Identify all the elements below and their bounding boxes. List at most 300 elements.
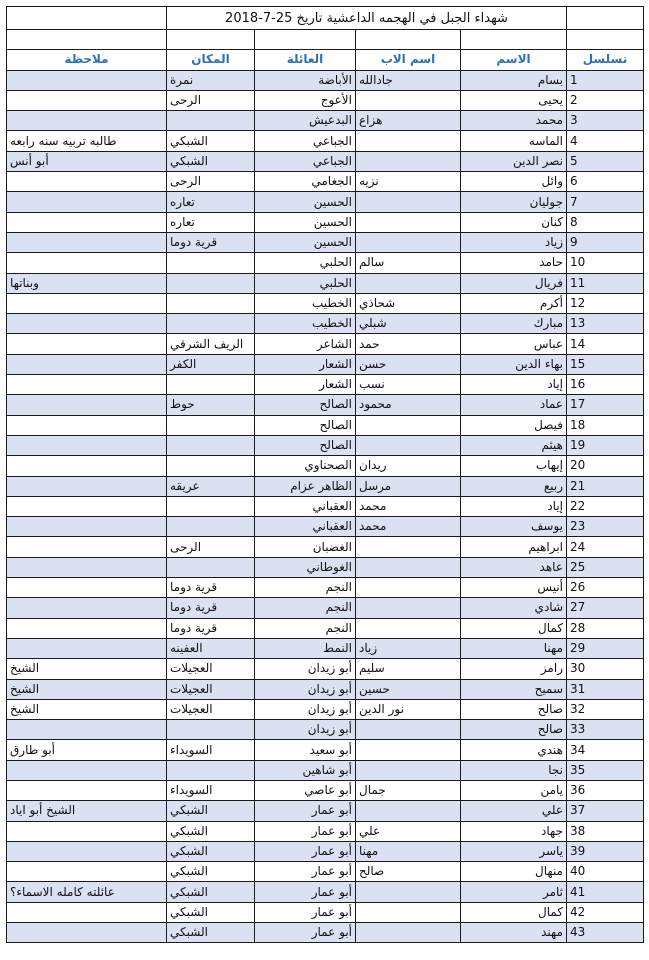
- table-row: [7, 435, 644, 455]
- cell-name: ربيع: [461, 476, 567, 496]
- cell-family: الشعار: [255, 354, 356, 374]
- table-row: [7, 557, 644, 577]
- blank-cell: [567, 30, 644, 50]
- cell-family: أبو زيدان: [255, 659, 356, 679]
- cell-seq: 11: [567, 273, 644, 293]
- cell-note: [7, 598, 167, 618]
- cell-name: كمال: [461, 902, 567, 922]
- cell-father-name: [356, 131, 461, 151]
- cell-name: عباس: [461, 334, 567, 354]
- cell-family: النجم: [255, 578, 356, 598]
- table-row: [7, 659, 644, 679]
- cell-family: الخطيب: [255, 293, 356, 313]
- cell-place: [167, 111, 255, 131]
- cell-place: الريف الشرقي: [167, 334, 255, 354]
- cell-note: عائلته كامله الاسماء؟: [7, 882, 167, 902]
- cell-name: صالح: [461, 699, 567, 719]
- cell-name: مهنا: [461, 638, 567, 658]
- cell-name: إياد: [461, 375, 567, 395]
- cell-father-name: [356, 212, 461, 232]
- cell-seq: 12: [567, 293, 644, 313]
- table-body: [7, 7, 644, 943]
- cell-place: [167, 253, 255, 273]
- martyrs-table: [6, 6, 644, 943]
- cell-father-name: شحاذي: [356, 293, 461, 313]
- cell-note: [7, 618, 167, 638]
- cell-name: كنان: [461, 212, 567, 232]
- cell-family: أبو عمار: [255, 902, 356, 922]
- table-row: [7, 902, 644, 922]
- cell-father-name: [356, 537, 461, 557]
- cell-father-name: مرسل: [356, 476, 461, 496]
- cell-place: الشبكي: [167, 882, 255, 902]
- cell-name: فيصل: [461, 415, 567, 435]
- cell-place: [167, 496, 255, 516]
- cell-place: الرحى: [167, 537, 255, 557]
- cell-seq: 17: [567, 395, 644, 415]
- cell-family: أبو زيدان: [255, 699, 356, 719]
- cell-father-name: [356, 760, 461, 780]
- table-row: [7, 253, 644, 273]
- blank-cell: [255, 30, 356, 50]
- cell-place: [167, 456, 255, 476]
- cell-seq: 30: [567, 659, 644, 679]
- cell-father-name: صالح: [356, 862, 461, 882]
- cell-name: فريال: [461, 273, 567, 293]
- cell-note: [7, 232, 167, 252]
- table-row: [7, 151, 644, 171]
- cell-note: [7, 821, 167, 841]
- table-row: [7, 90, 644, 110]
- table-row: [7, 232, 644, 252]
- cell-father-name: [356, 882, 461, 902]
- cell-name: زياد: [461, 232, 567, 252]
- cell-father-name: مهنا: [356, 841, 461, 861]
- table-row: [7, 496, 644, 516]
- cell-note: الشيخ: [7, 679, 167, 699]
- cell-family: أبو زيدان: [255, 720, 356, 740]
- cell-note: [7, 760, 167, 780]
- cell-family: أبو عمار: [255, 882, 356, 902]
- cell-family: العقباني: [255, 517, 356, 537]
- cell-name: مهند: [461, 923, 567, 943]
- cell-family: الصالح: [255, 435, 356, 455]
- cell-place: العجيلات: [167, 699, 255, 719]
- cell-father-name: [356, 232, 461, 252]
- cell-seq: 43: [567, 923, 644, 943]
- cell-father-name: محمد: [356, 496, 461, 516]
- cell-family: البدعيش: [255, 111, 356, 131]
- cell-place: قرية دوما: [167, 618, 255, 638]
- cell-note: [7, 415, 167, 435]
- cell-note: [7, 496, 167, 516]
- table-row: [7, 334, 644, 354]
- cell-family: النمط: [255, 638, 356, 658]
- table-row: [7, 780, 644, 800]
- header-row: [7, 50, 644, 70]
- cell-note: [7, 557, 167, 577]
- cell-father-name: [356, 435, 461, 455]
- cell-family: الغوطاني: [255, 557, 356, 577]
- cell-father-name: [356, 578, 461, 598]
- cell-seq: 7: [567, 192, 644, 212]
- cell-father-name: نزيه: [356, 172, 461, 192]
- table-row: [7, 882, 644, 902]
- table-row: [7, 131, 644, 151]
- cell-seq: 29: [567, 638, 644, 658]
- cell-note: الشيخ: [7, 659, 167, 679]
- cell-note: [7, 720, 167, 740]
- cell-seq: 10: [567, 253, 644, 273]
- cell-note: [7, 435, 167, 455]
- cell-family: الصالح: [255, 395, 356, 415]
- cell-name: صالح: [461, 720, 567, 740]
- cell-name: هندي: [461, 740, 567, 760]
- cell-name: جهاد: [461, 821, 567, 841]
- cell-place: الرحى: [167, 172, 255, 192]
- table-row: [7, 293, 644, 313]
- cell-father-name: [356, 923, 461, 943]
- cell-place: السويداء: [167, 740, 255, 760]
- cell-seq: 34: [567, 740, 644, 760]
- cell-seq: 26: [567, 578, 644, 598]
- cell-place: [167, 415, 255, 435]
- cell-name: كمال: [461, 618, 567, 638]
- cell-name: مبارك: [461, 314, 567, 334]
- cell-name: يامن: [461, 780, 567, 800]
- cell-place: الكفر: [167, 354, 255, 374]
- cell-family: الخطيب: [255, 314, 356, 334]
- table-row: [7, 314, 644, 334]
- cell-seq: 6: [567, 172, 644, 192]
- cell-note: [7, 476, 167, 496]
- cell-place: السويداء: [167, 780, 255, 800]
- cell-father-name: حمد: [356, 334, 461, 354]
- cell-seq: 28: [567, 618, 644, 638]
- cell-name: بهاء الدين: [461, 354, 567, 374]
- cell-place: [167, 435, 255, 455]
- cell-seq: 38: [567, 821, 644, 841]
- cell-family: أبو سعيد: [255, 740, 356, 760]
- blank-cell: [356, 30, 461, 50]
- cell-name: إياد: [461, 496, 567, 516]
- cell-name: منهال: [461, 862, 567, 882]
- cell-seq: 16: [567, 375, 644, 395]
- cell-note: [7, 354, 167, 374]
- cell-seq: 21: [567, 476, 644, 496]
- cell-father-name: [356, 151, 461, 171]
- cell-note: [7, 456, 167, 476]
- cell-name: جوليان: [461, 192, 567, 212]
- cell-place: الشبكي: [167, 151, 255, 171]
- cell-father-name: جمال: [356, 780, 461, 800]
- table-row: [7, 862, 644, 882]
- cell-seq: 8: [567, 212, 644, 232]
- header-note: ملاحظة: [7, 50, 167, 70]
- cell-name: عاهد: [461, 557, 567, 577]
- table-row: [7, 70, 644, 90]
- cell-note: [7, 314, 167, 334]
- cell-seq: 35: [567, 760, 644, 780]
- sheet-title: شهداء الجبل في الهجمه الداعشية تاريخ 25-7-2018: [167, 7, 567, 30]
- cell-family: النجم: [255, 618, 356, 638]
- cell-father-name: جادالله: [356, 70, 461, 90]
- cell-family: الظاهر عزام: [255, 476, 356, 496]
- cell-place: العجيلات: [167, 679, 255, 699]
- cell-note: [7, 212, 167, 232]
- table-row: [7, 598, 644, 618]
- table-row: [7, 354, 644, 374]
- cell-seq: 40: [567, 862, 644, 882]
- table-row: [7, 456, 644, 476]
- cell-place: تعاره: [167, 192, 255, 212]
- table-row: [7, 375, 644, 395]
- cell-seq: 41: [567, 882, 644, 902]
- cell-father-name: [356, 740, 461, 760]
- cell-family: الجباعي: [255, 151, 356, 171]
- header-family: العائلة: [255, 50, 356, 70]
- table-row: [7, 760, 644, 780]
- cell-seq: 3: [567, 111, 644, 131]
- cell-father-name: سليم: [356, 659, 461, 679]
- blank-row: [7, 30, 644, 50]
- cell-seq: 25: [567, 557, 644, 577]
- cell-place: [167, 720, 255, 740]
- cell-place: [167, 375, 255, 395]
- cell-place: [167, 517, 255, 537]
- cell-father-name: [356, 618, 461, 638]
- cell-father-name: [356, 192, 461, 212]
- cell-place: تعاره: [167, 212, 255, 232]
- table-row: [7, 192, 644, 212]
- cell-father-name: هزاع: [356, 111, 461, 131]
- cell-place: قرية دوما: [167, 578, 255, 598]
- table-row: [7, 801, 644, 821]
- cell-family: الصحناوي: [255, 456, 356, 476]
- cell-father-name: زياد: [356, 638, 461, 658]
- table-row: [7, 395, 644, 415]
- cell-note: أبو طارق: [7, 740, 167, 760]
- table-row: [7, 273, 644, 293]
- table-row: [7, 212, 644, 232]
- table-row: [7, 172, 644, 192]
- cell-father-name: حسن: [356, 354, 461, 374]
- cell-name: رامز: [461, 659, 567, 679]
- cell-name: نجا: [461, 760, 567, 780]
- cell-place: [167, 273, 255, 293]
- cell-family: الجغامي: [255, 172, 356, 192]
- cell-place: [167, 557, 255, 577]
- cell-note: [7, 537, 167, 557]
- table-row: [7, 699, 644, 719]
- table-row: [7, 638, 644, 658]
- cell-note: [7, 923, 167, 943]
- cell-place: الرحى: [167, 90, 255, 110]
- cell-family: العقباني: [255, 496, 356, 516]
- cell-family: أبو زيدان: [255, 679, 356, 699]
- cell-family: الحسين: [255, 212, 356, 232]
- cell-family: الحلبي: [255, 273, 356, 293]
- cell-father-name: نسب: [356, 375, 461, 395]
- cell-family: الجباعي: [255, 131, 356, 151]
- cell-father-name: شبلي: [356, 314, 461, 334]
- cell-note: طالبه تربيه سنه رابعه: [7, 131, 167, 151]
- cell-seq: 27: [567, 598, 644, 618]
- cell-father-name: [356, 273, 461, 293]
- cell-name: إيهاب: [461, 456, 567, 476]
- cell-note: [7, 841, 167, 861]
- cell-note: [7, 780, 167, 800]
- cell-seq: 15: [567, 354, 644, 374]
- cell-seq: 24: [567, 537, 644, 557]
- cell-seq: 18: [567, 415, 644, 435]
- table-row: [7, 679, 644, 699]
- cell-place: [167, 760, 255, 780]
- cell-note: [7, 334, 167, 354]
- cell-note: [7, 172, 167, 192]
- header-father: اسم الاب: [356, 50, 461, 70]
- cell-place: قرية دوما: [167, 598, 255, 618]
- cell-family: أبو عمار: [255, 923, 356, 943]
- cell-name: هيثم: [461, 435, 567, 455]
- cell-seq: 36: [567, 780, 644, 800]
- cell-note: وبناتها: [7, 273, 167, 293]
- cell-place: الشبكي: [167, 902, 255, 922]
- cell-name: نصر الدين: [461, 151, 567, 171]
- cell-father-name: سالم: [356, 253, 461, 273]
- cell-note: [7, 111, 167, 131]
- cell-seq: 1: [567, 70, 644, 90]
- cell-father-name: [356, 598, 461, 618]
- cell-note: [7, 375, 167, 395]
- table-row: [7, 111, 644, 131]
- cell-seq: 23: [567, 517, 644, 537]
- cell-seq: 19: [567, 435, 644, 455]
- cell-seq: 5: [567, 151, 644, 171]
- cell-place: [167, 293, 255, 313]
- cell-name: بسام: [461, 70, 567, 90]
- header-name: الاسم: [461, 50, 567, 70]
- cell-father-name: ريدان: [356, 456, 461, 476]
- table-row: [7, 923, 644, 943]
- cell-place: الشبكي: [167, 801, 255, 821]
- cell-name: وائل: [461, 172, 567, 192]
- cell-seq: 22: [567, 496, 644, 516]
- cell-place: حوط: [167, 395, 255, 415]
- table-row: [7, 740, 644, 760]
- title-row: [7, 7, 644, 30]
- cell-father-name: حسين: [356, 679, 461, 699]
- cell-seq: 39: [567, 841, 644, 861]
- title-empty-cell: [7, 7, 167, 30]
- cell-name: الماسه: [461, 131, 567, 151]
- cell-name: سميح: [461, 679, 567, 699]
- cell-place: [167, 314, 255, 334]
- table-row: [7, 415, 644, 435]
- cell-family: أبو شاهين: [255, 760, 356, 780]
- cell-father-name: علي: [356, 821, 461, 841]
- cell-family: أبو عمار: [255, 801, 356, 821]
- cell-seq: 31: [567, 679, 644, 699]
- cell-name: يحيى: [461, 90, 567, 110]
- cell-place: العفينه: [167, 638, 255, 658]
- cell-place: الشبكي: [167, 131, 255, 151]
- cell-family: النجم: [255, 598, 356, 618]
- cell-note: [7, 395, 167, 415]
- blank-cell: [461, 30, 567, 50]
- cell-father-name: [356, 415, 461, 435]
- cell-name: ثامر: [461, 882, 567, 902]
- header-seq: تسلسل: [567, 50, 644, 70]
- cell-family: الأباضة: [255, 70, 356, 90]
- cell-father-name: محمد: [356, 517, 461, 537]
- cell-place: نمرة: [167, 70, 255, 90]
- cell-place: العجيلات: [167, 659, 255, 679]
- cell-name: أكرم: [461, 293, 567, 313]
- cell-family: أبو عاصي: [255, 780, 356, 800]
- cell-seq: 33: [567, 720, 644, 740]
- cell-seq: 9: [567, 232, 644, 252]
- cell-name: علي: [461, 801, 567, 821]
- cell-note: أبو أنس: [7, 151, 167, 171]
- cell-place: الشبكي: [167, 862, 255, 882]
- cell-note: [7, 578, 167, 598]
- table-row: [7, 517, 644, 537]
- cell-note: الشيخ: [7, 699, 167, 719]
- cell-family: الأعوج: [255, 90, 356, 110]
- cell-family: الشعار: [255, 375, 356, 395]
- cell-father-name: [356, 720, 461, 740]
- cell-family: الحسين: [255, 232, 356, 252]
- cell-father-name: نور الدين: [356, 699, 461, 719]
- cell-seq: 13: [567, 314, 644, 334]
- cell-name: شادي: [461, 598, 567, 618]
- cell-family: الحلبي: [255, 253, 356, 273]
- cell-place: الشبكي: [167, 821, 255, 841]
- cell-place: الشبكي: [167, 841, 255, 861]
- cell-family: أبو عمار: [255, 821, 356, 841]
- cell-father-name: محمود: [356, 395, 461, 415]
- cell-note: الشيخ أبو اياد: [7, 801, 167, 821]
- cell-family: أبو عمار: [255, 862, 356, 882]
- cell-name: حامد: [461, 253, 567, 273]
- title-spacer-cell: [567, 7, 644, 30]
- cell-note: [7, 90, 167, 110]
- blank-cell: [167, 30, 255, 50]
- cell-seq: 32: [567, 699, 644, 719]
- cell-name: ابراهيم: [461, 537, 567, 557]
- table-row: [7, 618, 644, 638]
- cell-name: يوسف: [461, 517, 567, 537]
- cell-name: أنيس: [461, 578, 567, 598]
- cell-note: [7, 517, 167, 537]
- cell-note: [7, 192, 167, 212]
- cell-note: [7, 862, 167, 882]
- cell-family: الشاعر: [255, 334, 356, 354]
- blank-cell: [7, 30, 167, 50]
- cell-note: [7, 902, 167, 922]
- cell-seq: 2: [567, 90, 644, 110]
- cell-place: قرية دوما: [167, 232, 255, 252]
- cell-note: [7, 70, 167, 90]
- table-row: [7, 476, 644, 496]
- cell-name: محمد: [461, 111, 567, 131]
- cell-family: الغضبان: [255, 537, 356, 557]
- table-row: [7, 537, 644, 557]
- cell-name: ياسر: [461, 841, 567, 861]
- cell-note: [7, 253, 167, 273]
- cell-father-name: [356, 801, 461, 821]
